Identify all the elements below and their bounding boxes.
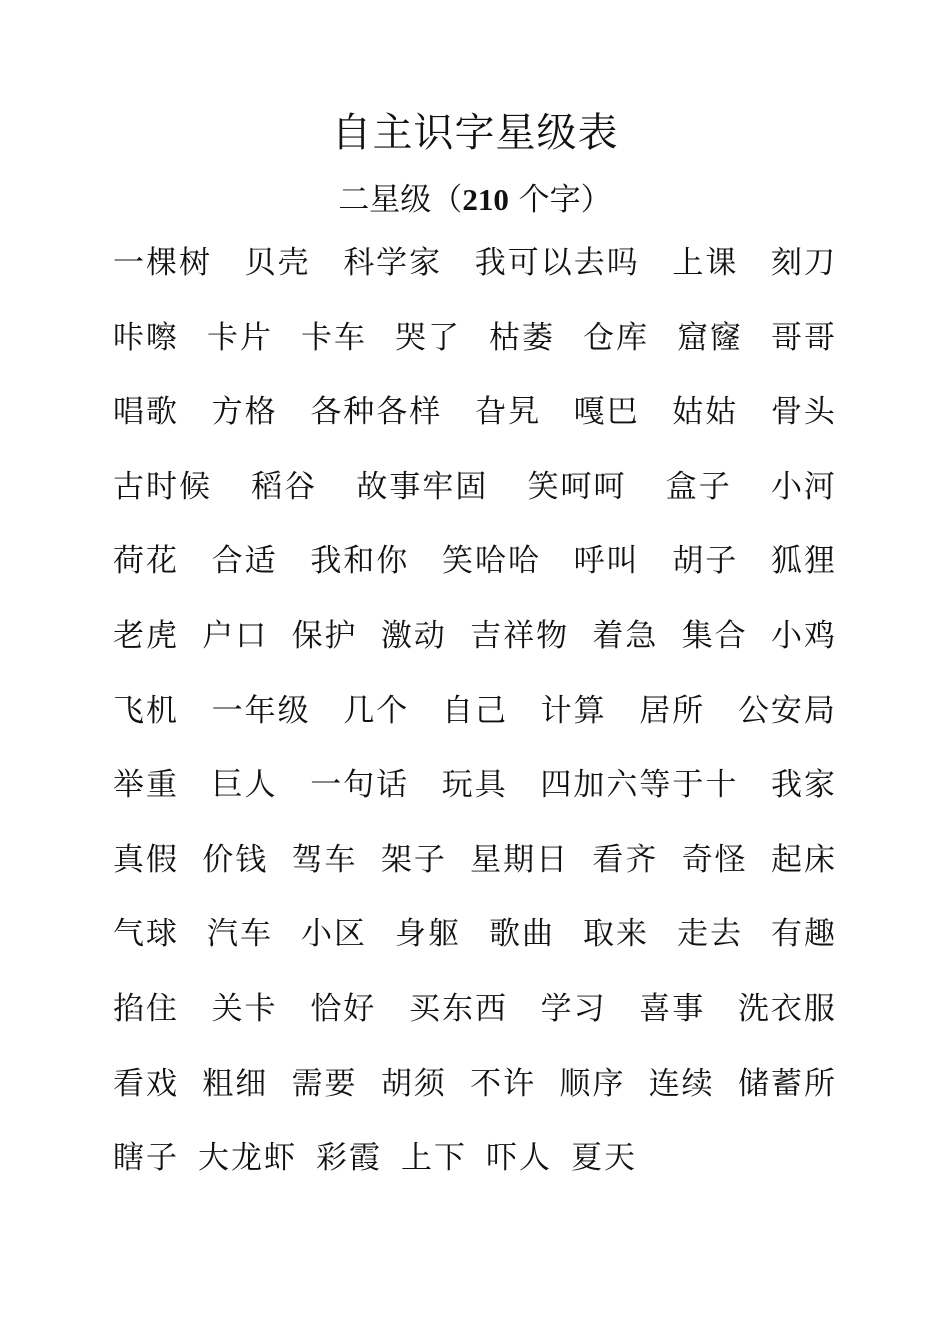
word-item: 胡子	[672, 543, 739, 580]
word-item: 奇怪	[681, 841, 748, 878]
word-item: 各种各样	[310, 394, 443, 431]
word-item: 胡须	[380, 1065, 447, 1102]
word-item: 洗衣服	[737, 990, 837, 1027]
word-item: 户口	[202, 617, 269, 654]
word-item: 架子	[380, 841, 447, 878]
word-item: 仓库	[583, 319, 649, 356]
word-item: 哭了	[395, 319, 461, 356]
word-item: 喜事	[639, 990, 706, 1027]
word-item: 姑姑	[672, 394, 739, 431]
word-item: 粗细	[202, 1065, 269, 1102]
word-row	[113, 837, 837, 912]
word-item: 着急	[592, 617, 659, 654]
word-item: 卡片	[207, 319, 273, 356]
word-row	[113, 688, 837, 763]
word-item: 彩霞	[316, 1140, 382, 1177]
word-item: 四加六等于十	[540, 767, 739, 804]
word-row	[113, 762, 837, 837]
word-item: 贝壳	[244, 245, 311, 281]
word-item: 小鸡	[770, 617, 837, 654]
word-item: 我和你	[310, 543, 410, 580]
word-item: 大龙虾	[198, 1140, 297, 1177]
word-item: 小区	[301, 916, 367, 953]
word-row	[113, 613, 837, 688]
word-item: 有趣	[771, 916, 837, 953]
word-item: 身躯	[395, 916, 461, 953]
word-item: 上下	[401, 1140, 467, 1177]
word-item: 几个	[343, 692, 410, 729]
word-item: 小河	[770, 468, 837, 505]
word-item: 卡车	[301, 319, 367, 356]
character-count: 210	[462, 182, 509, 217]
word-item: 飞机	[113, 692, 179, 729]
word-item: 稻谷	[251, 468, 318, 505]
word-item: 计算	[540, 692, 607, 729]
word-item: 吉祥物	[470, 617, 570, 654]
word-item: 不许	[470, 1065, 537, 1102]
word-item: 咔嚓	[113, 319, 179, 356]
word-item: 恰好	[310, 990, 377, 1027]
word-item: 学习	[540, 990, 607, 1027]
word-item: 举重	[113, 767, 179, 804]
word-item: 看戏	[113, 1065, 179, 1102]
word-item: 买东西	[408, 990, 508, 1027]
word-item: 取来	[583, 916, 649, 953]
word-item: 狐狸	[770, 543, 837, 580]
word-item: 掐住	[113, 990, 179, 1027]
word-list	[113, 240, 837, 1210]
word-item: 唱歌	[113, 394, 179, 431]
word-item: 星期日	[470, 841, 570, 878]
word-item: 合适	[211, 543, 278, 580]
word-item: 笑呵呵	[527, 468, 627, 505]
word-item: 连续	[648, 1065, 715, 1102]
word-item: 我家	[770, 767, 837, 804]
subtitle-prefix: 二星级（	[338, 182, 463, 218]
word-item: 看齐	[592, 841, 659, 878]
word-item: 骨头	[770, 394, 837, 431]
word-row	[113, 986, 837, 1061]
word-row	[113, 315, 837, 390]
word-item: 顺序	[559, 1065, 626, 1102]
word-item: 自己	[441, 692, 508, 729]
word-item: 一年级	[211, 692, 311, 729]
word-item: 价钱	[202, 841, 269, 878]
word-item: 老虎	[113, 617, 179, 654]
word-item: 旮旯	[474, 394, 541, 431]
word-item: 笑哈哈	[441, 543, 541, 580]
word-item: 盒子	[665, 468, 732, 505]
word-row	[113, 1135, 837, 1210]
word-item: 哥哥	[771, 319, 837, 356]
word-item: 科学家	[343, 245, 443, 281]
word-item: 气球	[113, 916, 179, 953]
word-row	[113, 1061, 837, 1136]
page-title: 自主识字星级表	[331, 110, 619, 156]
word-item: 歌曲	[489, 916, 555, 953]
word-item: 巨人	[211, 767, 278, 804]
word-item: 一棵树	[113, 245, 212, 281]
word-item: 保护	[291, 617, 358, 654]
word-item: 枯萎	[489, 319, 555, 356]
word-item: 上课	[672, 245, 739, 281]
word-item: 窟窿	[677, 319, 743, 356]
word-item: 玩具	[441, 767, 508, 804]
word-item: 古时候	[113, 468, 212, 505]
word-item: 方格	[211, 394, 278, 431]
word-item: 需要	[291, 1065, 358, 1102]
word-item: 汽车	[207, 916, 273, 953]
word-item: 储蓄所	[737, 1065, 837, 1102]
word-item: 故事牢固	[356, 468, 489, 505]
word-item: 驾车	[291, 841, 358, 878]
word-item: 居所	[639, 692, 706, 729]
word-item: 荷花	[113, 543, 179, 580]
word-item: 激动	[380, 617, 447, 654]
subtitle-suffix: 个字）	[508, 182, 612, 218]
word-item: 起床	[770, 841, 837, 878]
word-item: 呼叫	[573, 543, 640, 580]
word-item: 关卡	[211, 990, 278, 1027]
word-item: 公安局	[737, 692, 837, 729]
word-item: 刻刀	[770, 245, 837, 281]
word-row	[113, 240, 837, 315]
word-item: 集合	[681, 617, 748, 654]
word-item: 真假	[113, 841, 179, 878]
word-item: 瞎子	[113, 1140, 179, 1177]
word-item: 吓人	[486, 1140, 552, 1177]
page-subtitle	[0, 178, 950, 222]
word-item: 嘎巴	[573, 394, 640, 431]
word-item: 我可以去吗	[474, 245, 640, 281]
word-row	[113, 911, 837, 986]
word-item: 夏天	[571, 1140, 637, 1177]
word-item: 一句话	[310, 767, 410, 804]
word-row	[113, 538, 837, 613]
word-row	[113, 464, 837, 539]
word-row	[113, 389, 837, 464]
word-item: 走去	[677, 916, 743, 953]
